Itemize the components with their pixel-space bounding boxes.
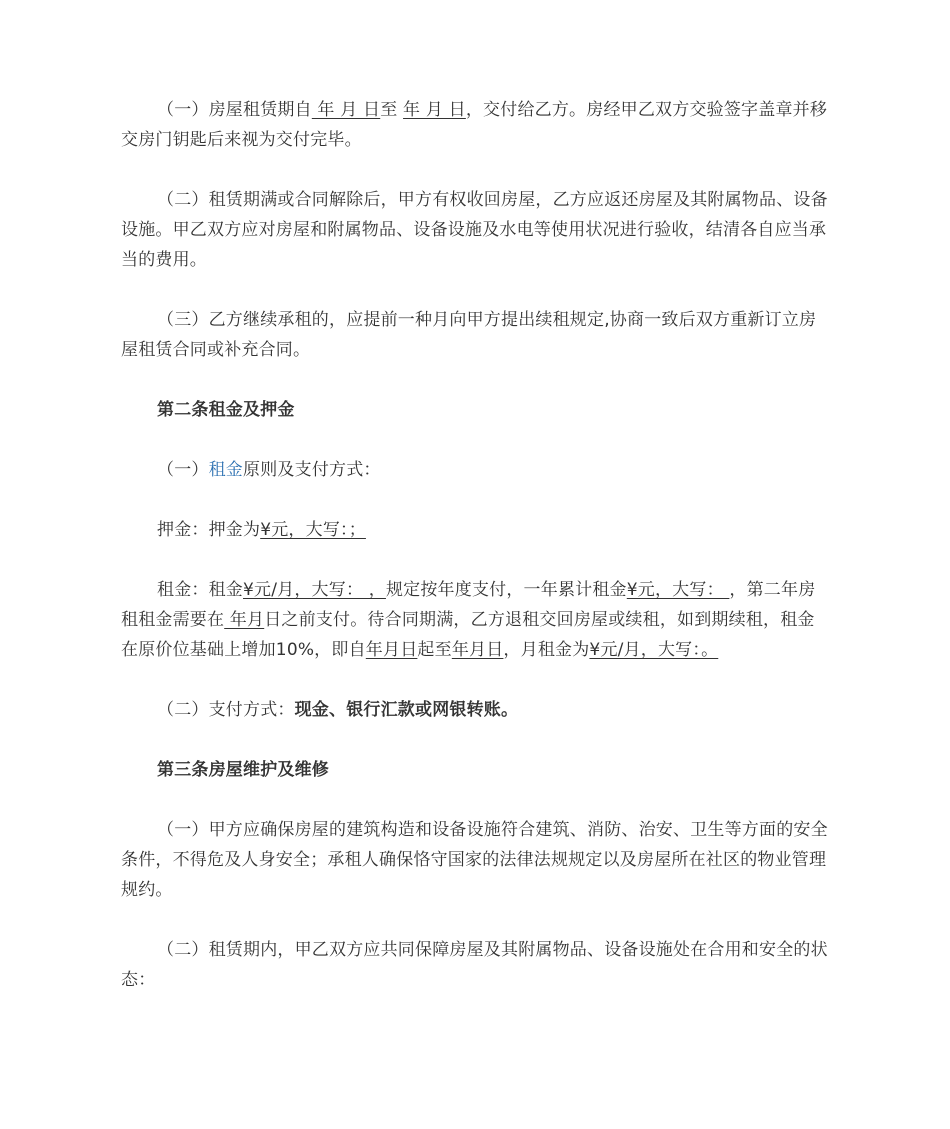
payment-method-paragraph (121, 695, 830, 725)
deposit-paragraph (121, 515, 830, 545)
maintenance-paragraph: （二）租赁期内，甲乙双方应共同保障房屋及其附属物品、设备设施处在合用和安全的状态： (121, 940, 828, 990)
text-run: （一）房屋租赁期自 (157, 100, 312, 120)
text-run: （一） (157, 460, 209, 480)
blank-renewal-start: 年月日 (365, 640, 418, 660)
blank-monthly-rent: ¥元/月，大写： ， (243, 580, 386, 600)
article-2-heading: 第二条租金及押金 (157, 400, 295, 420)
blank-end-date: 年 月 日 (403, 100, 466, 120)
blank-payment-date: 年月 (224, 610, 265, 630)
lease-term-paragraph (121, 95, 830, 155)
lease-end-paragraph: （二）租赁期满或合同解除后，甲方有权收回房屋，乙方应返还房屋及其附属物品、设备设施。甲乙双方应对房屋和附属物品、设备设施及水电等使用状况进行验收，结清各自应当承当的费用。 (121, 190, 828, 270)
text-run: 原则及支付方式： (243, 460, 381, 480)
blank-deposit-amount: ¥元，大写：； (260, 520, 366, 540)
blank-annual-rent: ¥元，大写： (626, 580, 730, 600)
text-run: ，月租金为 (503, 640, 590, 660)
text-run: 规定按年度支付，一年累计租金 (385, 580, 627, 600)
blank-renewal-rent: ¥元/月，大写：。 (589, 640, 719, 660)
text-run: ，交付给乙方。房经甲乙双方交验签字盖章并移交房门钥匙后来视为交付完毕。 (121, 100, 828, 150)
payment-methods: 现金、银行汇款或网银转账。 (294, 700, 519, 720)
rent-principle-paragraph (121, 455, 830, 485)
text-run: 至 (380, 100, 404, 120)
article-3-heading: 第三条房屋维护及维修 (157, 760, 329, 780)
rent-paragraph (121, 575, 830, 665)
lease-renewal-paragraph: （三）乙方继续承租的，应提前一种月向甲方提出续租规定,协商一致后双方重新订立房屋租赁合同或补充合同。 (121, 310, 817, 360)
rent-link[interactable]: 租金 (208, 460, 244, 480)
text-run: ，第二年房租租金需要在 (121, 580, 816, 630)
blank-renewal-end: 年月日 (451, 640, 504, 660)
text-run: 起至 (417, 640, 452, 660)
text-run: 押金：押金为 (157, 520, 261, 540)
blank-start-date: 年 月 日 (311, 100, 381, 120)
text-run: （二）支付方式： (157, 700, 295, 720)
text-run: 日之前支付。待合同期满，乙方退租交回房屋或续租，如到期续租，租金在原价位基础上增加10%，即自 (121, 610, 815, 660)
text-run: 租金：租金 (157, 580, 243, 600)
safety-paragraph: （一）甲方应确保房屋的建筑构造和设备设施符合建筑、消防、治安、卫生等方面的安全条件，不得危及人身安全；承租人确保恪守国家的法律法规规定以及房屋所在社区的物业管理规约。 (121, 820, 828, 900)
